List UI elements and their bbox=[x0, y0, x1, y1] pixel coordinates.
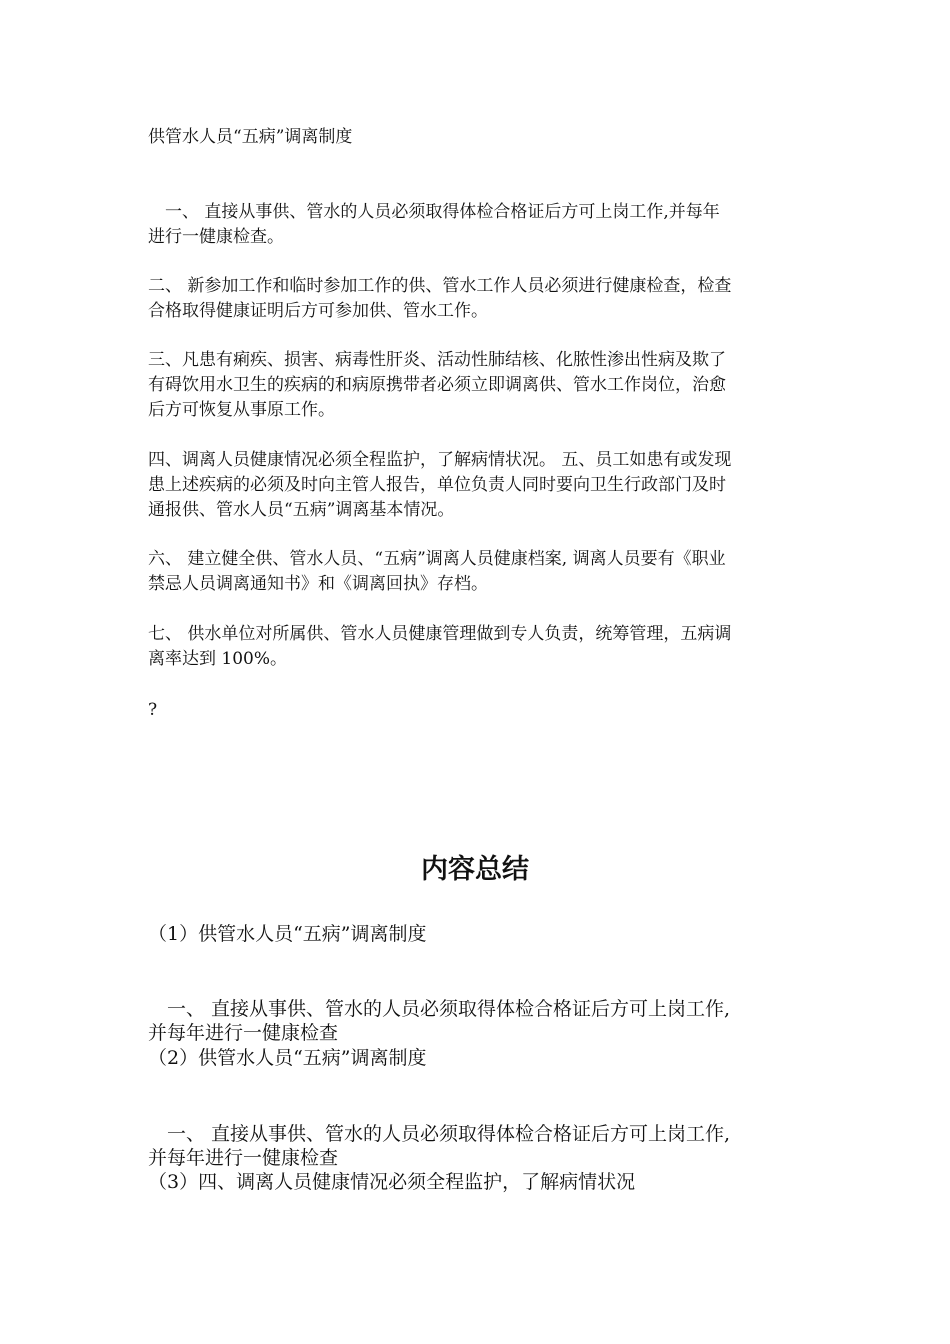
paragraph-4-line-3: 通报供、管水人员“五病”调离基本情况。 bbox=[148, 500, 455, 520]
paragraph-3-line-3: 后方可恢复从事原工作。 bbox=[148, 400, 335, 420]
summary-title: 内容总结 bbox=[421, 854, 529, 885]
summary-line-5: 一、 直接从事供、管水的人员必须取得体检合格证后方可上岗工作, bbox=[148, 1123, 731, 1145]
summary-line-1: （1）供管水人员“五病”调离制度 bbox=[148, 923, 427, 945]
summary-line-2: 一、 直接从事供、管水的人员必须取得体检合格证后方可上岗工作, bbox=[148, 998, 731, 1020]
summary-line-6: 并每年进行一健康检查 bbox=[148, 1147, 339, 1169]
paragraph-6-line-2: 离率达到 100%。 bbox=[148, 649, 288, 669]
document-heading: 供管水人员“五病”调离制度 bbox=[148, 127, 353, 147]
paragraph-2-line-2: 合格取得健康证明后方可参加供、管水工作。 bbox=[148, 301, 488, 321]
paragraph-3-line-2: 有碍饮用水卫生的疾病的和病原携带者必须立即调离供、管水工作岗位，治愈 bbox=[148, 375, 726, 395]
paragraph-5-line-2: 禁忌人员调离通知书》和《调离回执》存档。 bbox=[148, 574, 488, 594]
paragraph-4-line-2: 患上述疾病的必须及时向主管人报告，单位负责人同时要向卫生行政部门及时 bbox=[148, 475, 726, 495]
paragraph-4-line-1: 四、调离人员健康情况必须全程监护，了解病情状况。 五、员工如患有或发现 bbox=[148, 450, 732, 470]
stray-question-mark: ? bbox=[148, 700, 158, 720]
summary-line-4: （2）供管水人员“五病”调离制度 bbox=[148, 1047, 427, 1069]
paragraph-2-line-1: 二、 新参加工作和临时参加工作的供、管水工作人员必须进行健康检查，检查 bbox=[148, 276, 732, 296]
summary-line-3: 并每年进行一健康检查 bbox=[148, 1022, 339, 1044]
summary-line-7: （3）四、调离人员健康情况必须全程监护，了解病情状况 bbox=[148, 1171, 636, 1193]
paragraph-5-line-1: 六、 建立健全供、管水人员、“五病”调离人员健康档案, 调离人员要有《职业 bbox=[148, 549, 726, 569]
paragraph-6-line-1: 七、 供水单位对所属供、管水人员健康管理做到专人负责，统筹管理，五病调 bbox=[148, 624, 732, 644]
paragraph-1-line-1: 一、 直接从事供、管水的人员必须取得体检合格证后方可上岗工作,并每年 bbox=[148, 202, 720, 222]
paragraph-3-line-1: 三、凡患有痢疾、损害、病毒性肝炎、活动性肺结核、化脓性渗出性病及欺了 bbox=[148, 350, 726, 370]
paragraph-1-line-2: 进行一健康检查。 bbox=[148, 227, 284, 247]
